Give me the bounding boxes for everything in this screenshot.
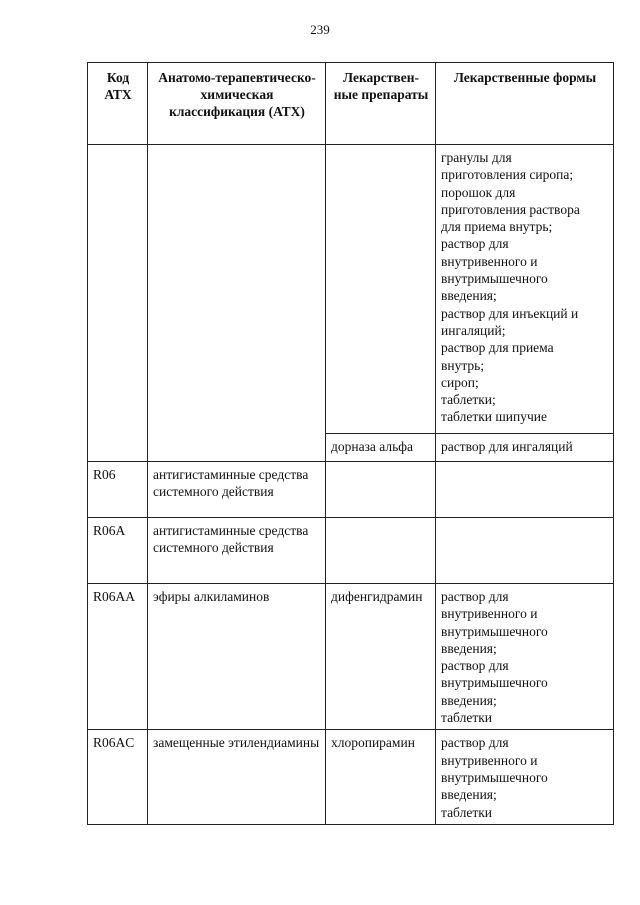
row-classification: эфиры алкиламинов xyxy=(148,584,326,730)
row-code: R06 xyxy=(88,462,148,518)
forms-line: раствор для приема xyxy=(441,340,554,356)
forms-line: внутривенного и xyxy=(441,606,538,622)
forms-line: раствор для инъекций и xyxy=(441,305,579,321)
continuation-sub-forms: раствор для ингаляций xyxy=(436,434,614,462)
row-drug: дифенгидрамин xyxy=(326,584,436,730)
header-forms: Лекарственные формы xyxy=(436,63,614,145)
forms-line: внутримышечного xyxy=(441,271,548,287)
forms-line: раствор для xyxy=(441,735,509,751)
forms-line: таблетки; xyxy=(441,392,496,408)
table-row-continuation xyxy=(88,145,614,434)
row-drug xyxy=(326,518,436,584)
forms-line: раствор для xyxy=(441,236,509,252)
row-classification: антигистаминные средства системного действия xyxy=(148,462,326,518)
forms-line: приготовления раствора xyxy=(441,201,580,217)
forms-line: внутримышечного xyxy=(441,623,548,639)
forms-line: внутримышечного xyxy=(441,769,548,785)
forms-line: гранулы для xyxy=(441,150,512,165)
row-code: R06A xyxy=(88,518,148,584)
forms-line: порошок для xyxy=(441,184,516,200)
row-code: R06AA xyxy=(88,584,148,730)
row-forms xyxy=(436,518,614,584)
forms-line: введения; xyxy=(441,787,497,803)
header-code: Код АТХ xyxy=(88,63,148,145)
forms-line: внутрь; xyxy=(441,357,485,373)
row-classification: замещенные этилендиамины xyxy=(148,730,326,825)
forms-line: приготовления сиропа; xyxy=(441,167,574,183)
forms-line: для приема внутрь; xyxy=(441,219,553,235)
forms-line: введения; xyxy=(441,692,497,708)
row-classification: антигистаминные средства системного действия xyxy=(148,518,326,584)
forms-line: внутривенного и xyxy=(441,253,538,269)
table-row xyxy=(88,462,614,518)
forms-line: сироп; xyxy=(441,374,479,390)
forms-line: введения; xyxy=(441,288,497,304)
forms-line: таблетки xyxy=(441,804,493,820)
forms-line: внутривенного и xyxy=(441,752,538,768)
row-forms xyxy=(436,730,614,825)
continuation-code-cell xyxy=(88,145,148,462)
row-code: R06AC xyxy=(88,730,148,825)
header-drugs: Лекарствен-ные препараты xyxy=(326,63,436,145)
forms-line: внутримышечного xyxy=(441,675,548,691)
table-row xyxy=(88,584,614,730)
forms-line: ингаляций; xyxy=(441,322,506,338)
page-number: 239 xyxy=(310,22,330,37)
header-classification: Анатомо-терапевтическо-химическая классификация (АТХ) xyxy=(148,63,326,145)
forms-line: раствор для xyxy=(441,658,509,674)
row-forms xyxy=(436,584,614,730)
row-drug: хлоропирамин xyxy=(326,730,436,825)
continuation-drug-cell xyxy=(326,145,436,434)
continuation-forms-cell xyxy=(436,145,614,434)
row-drug xyxy=(326,462,436,518)
forms-line: таблетки xyxy=(441,710,493,726)
table-header-row xyxy=(88,63,614,145)
table-row xyxy=(88,518,614,584)
table-row xyxy=(88,730,614,825)
forms-line: раствор для xyxy=(441,589,509,604)
row-forms xyxy=(436,462,614,518)
atx-table xyxy=(87,62,614,825)
forms-line: введения; xyxy=(441,640,497,656)
continuation-sub-drug: дорназа альфа xyxy=(326,434,436,462)
continuation-classification-cell xyxy=(148,145,326,462)
forms-line: таблетки шипучие xyxy=(441,409,547,425)
